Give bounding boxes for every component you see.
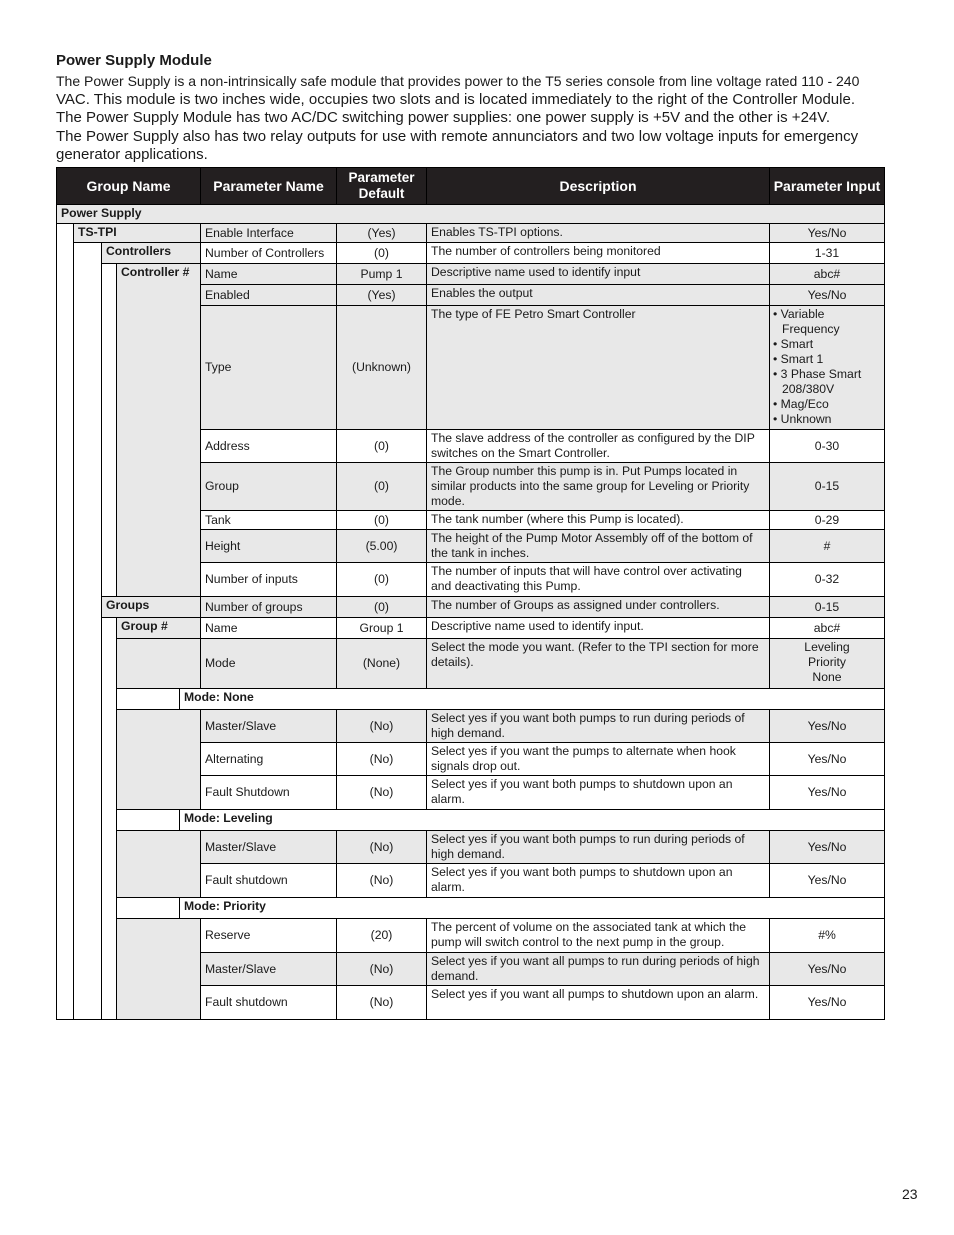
parameter-input-option: Priority: [808, 655, 846, 669]
mode-band-none: Mode: None: [179, 688, 885, 710]
mode-band-leveling: Mode: Leveling: [179, 809, 885, 831]
group-controller-number: Controller #: [116, 263, 201, 597]
parameter-input-option: None: [812, 670, 842, 684]
parameter-default-cell: Pump 1: [336, 263, 427, 285]
group-blank: [116, 918, 201, 1020]
parameter-default-cell: (No): [336, 742, 427, 776]
parameter-name-cell: Number of Controllers: [200, 242, 337, 264]
header-parameter-default: Parameter Default: [336, 167, 427, 205]
section-title: Power Supply Module: [56, 52, 212, 69]
description-cell: Select yes if you want both pumps to run during periods of high demand.: [426, 830, 770, 864]
group-blank: [116, 830, 201, 898]
description-cell: Select yes if you want all pumps to shutdown upon an alarm.: [426, 985, 770, 1020]
parameter-input-option: Frequency: [782, 322, 840, 336]
parameter-input-cell: Yes/No: [769, 223, 885, 243]
group-group-number: Group #: [116, 617, 201, 639]
description-cell: Enables the output: [426, 284, 770, 306]
parameter-name-cell: Name: [200, 617, 337, 639]
mode-band-spacer: [116, 688, 180, 710]
description-cell: The height of the Pump Motor Assembly off of the bottom of the tank in inches.: [426, 529, 770, 563]
parameter-default-cell: (Yes): [336, 284, 427, 306]
parameter-input-cell: Yes/No: [769, 742, 885, 776]
parameter-input-cell: 0-29: [769, 510, 885, 530]
parameter-input-cell: 0-15: [769, 462, 885, 511]
parameter-name-cell: Number of inputs: [200, 562, 337, 597]
description-cell: Select yes if you want all pumps to run during periods of high demand.: [426, 952, 770, 986]
description-cell: Descriptive name used to identify input.: [426, 617, 770, 639]
parameter-input-cell: 0-30: [769, 429, 885, 463]
intro-line: generator applications.: [56, 146, 208, 164]
parameter-input-option: • Mag/Eco: [773, 397, 829, 411]
parameter-default-cell: (No): [336, 830, 427, 864]
parameter-default-cell: (No): [336, 985, 427, 1020]
group-blank: [116, 638, 201, 689]
mode-band-spacer: [116, 897, 180, 919]
description-cell: The percent of volume on the associated tank at which the pump will switch control to the next pump in the group.: [426, 918, 770, 953]
parameter-name-cell: Tank: [200, 510, 337, 530]
description-cell: The number of controllers being monitored: [426, 242, 770, 264]
parameter-default-cell: (None): [336, 638, 427, 689]
parameter-default-cell: (Unknown): [336, 305, 427, 430]
parameter-name-cell: Name: [200, 263, 337, 285]
parameter-input-cell: [769, 638, 885, 689]
parameter-name-cell: Address: [200, 429, 337, 463]
parameter-name-cell: Fault shutdown: [200, 985, 337, 1020]
parameter-default-cell: (No): [336, 952, 427, 986]
mode-band-priority: Mode: Priority: [179, 897, 885, 919]
header-description: Description: [426, 167, 770, 205]
parameter-input-option: • Smart: [773, 337, 814, 351]
parameter-name-cell: Mode: [200, 638, 337, 689]
parameter-default-cell: (No): [336, 863, 427, 898]
parameter-name-cell: Fault Shutdown: [200, 775, 337, 810]
description-cell: The number of inputs that will have control over activating and deactivating this Pump.: [426, 562, 770, 597]
parameter-default-cell: (No): [336, 709, 427, 743]
group-ts-tpi: TS-TPI: [73, 223, 201, 243]
parameter-name-cell: Reserve: [200, 918, 337, 953]
parameter-input-cell: #%: [769, 918, 885, 953]
mode-band-spacer: [116, 809, 180, 831]
group-controllers: Controllers: [101, 242, 201, 264]
intro-paragraph: [56, 72, 896, 165]
group-groups: Groups: [101, 596, 201, 618]
parameter-name-cell: Type: [200, 305, 337, 430]
description-cell: Select yes if you want the pumps to alternate when hook signals drop out.: [426, 742, 770, 776]
parameter-name-cell: Enabled: [200, 284, 337, 306]
parameter-input-option: Leveling: [804, 640, 850, 654]
description-cell: Select yes if you want both pumps to run during periods of high demand.: [426, 709, 770, 743]
description-cell: Enables TS-TPI options.: [426, 223, 770, 243]
parameter-default-cell: (0): [336, 562, 427, 597]
intro-line: The Power Supply also has two relay outputs for use with remote annunciators and two low voltage inputs for emergency: [56, 127, 859, 145]
parameter-default-cell: Group 1: [336, 617, 427, 639]
description-cell: The number of Groups as assigned under controllers.: [426, 596, 770, 618]
intro-line: The Power Supply is a non-intrinsically safe module that provides power to the T5 series console from line voltage rated 110 - 240: [56, 73, 860, 89]
parameter-default-cell: (No): [336, 775, 427, 810]
parameter-name-cell: Group: [200, 462, 337, 511]
parameter-input-cell: Yes/No: [769, 830, 885, 864]
description-cell: The type of FE Petro Smart Controller: [426, 305, 770, 430]
header-group-name: Group Name: [56, 167, 201, 205]
parameter-input-cell: Yes/No: [769, 775, 885, 810]
description-cell: Descriptive name used to identify input: [426, 263, 770, 285]
group-blank: [116, 709, 201, 810]
parameter-input-cell: abc#: [769, 617, 885, 639]
description-cell: Select yes if you want both pumps to shutdown upon an alarm.: [426, 775, 770, 810]
group-power-supply: Power Supply: [56, 204, 885, 224]
parameter-name-cell: Alternating: [200, 742, 337, 776]
parameter-input-cell: #: [769, 529, 885, 563]
parameter-input-cell: Yes/No: [769, 985, 885, 1020]
parameter-input-option: • Variable: [773, 307, 825, 321]
parameter-input-cell: abc#: [769, 263, 885, 285]
parameter-input-option: • 3 Phase Smart: [773, 367, 862, 381]
parameter-input-list: [770, 306, 884, 427]
parameter-input-cell: 1-31: [769, 242, 885, 264]
parameter-default-cell: (5.00): [336, 529, 427, 563]
parameter-name-cell: Fault shutdown: [200, 863, 337, 898]
parameter-input-cell: Yes/No: [769, 709, 885, 743]
parameter-input-option: 208/380V: [782, 382, 835, 396]
indent-column: [56, 223, 74, 1020]
parameter-input-cell: 0-32: [769, 562, 885, 597]
indent-column: [101, 617, 117, 1020]
parameter-input-cell: Yes/No: [769, 952, 885, 986]
parameter-input-option: • Unknown: [773, 412, 832, 426]
parameter-name-cell: Master/Slave: [200, 830, 337, 864]
parameter-input-cell: Yes/No: [769, 284, 885, 306]
intro-line: The Power Supply Module has two AC/DC switching power supplies: one power supply is +5V and the other is +24V.: [56, 109, 831, 127]
parameter-default-cell: (0): [336, 242, 427, 264]
description-cell: Select the mode you want. (Refer to the TPI section for more details).: [426, 638, 770, 689]
parameter-input-list: [770, 639, 884, 685]
parameter-name-cell: Enable Interface: [200, 223, 337, 243]
parameter-input-cell: Yes/No: [769, 863, 885, 898]
parameter-table: [56, 167, 884, 1019]
parameter-default-cell: (0): [336, 429, 427, 463]
parameter-default-cell: (0): [336, 596, 427, 618]
header-parameter-input: Parameter Input: [769, 167, 885, 205]
parameter-input-option: • Smart 1: [773, 352, 824, 366]
parameter-name-cell: Master/Slave: [200, 709, 337, 743]
parameter-input-cell: 0-15: [769, 596, 885, 618]
header-parameter-name: Parameter Name: [200, 167, 337, 205]
description-cell: The Group number this pump is in. Put Pumps located in similar products into the same group for Leveling or Priority mode.: [426, 462, 770, 511]
parameter-input-cell: [769, 305, 885, 430]
description-cell: The slave address of the controller as configured by the DIP switches on the Smart Controller.: [426, 429, 770, 463]
parameter-default-cell: (20): [336, 918, 427, 953]
description-cell: The tank number (where this Pump is located).: [426, 510, 770, 530]
parameter-name-cell: Number of groups: [200, 596, 337, 618]
parameter-default-cell: (0): [336, 462, 427, 511]
indent-column: [73, 242, 102, 1020]
description-cell: Select yes if you want both pumps to shutdown upon an alarm.: [426, 863, 770, 898]
parameter-name-cell: Height: [200, 529, 337, 563]
parameter-default-cell: (0): [336, 510, 427, 530]
parameter-default-cell: (Yes): [336, 223, 427, 243]
page-number: 23: [902, 1186, 918, 1202]
intro-line: VAC. This module is two inches wide, occupies two slots and is located immediately to the right of the Controller Module.: [56, 90, 855, 108]
parameter-name-cell: Master/Slave: [200, 952, 337, 986]
